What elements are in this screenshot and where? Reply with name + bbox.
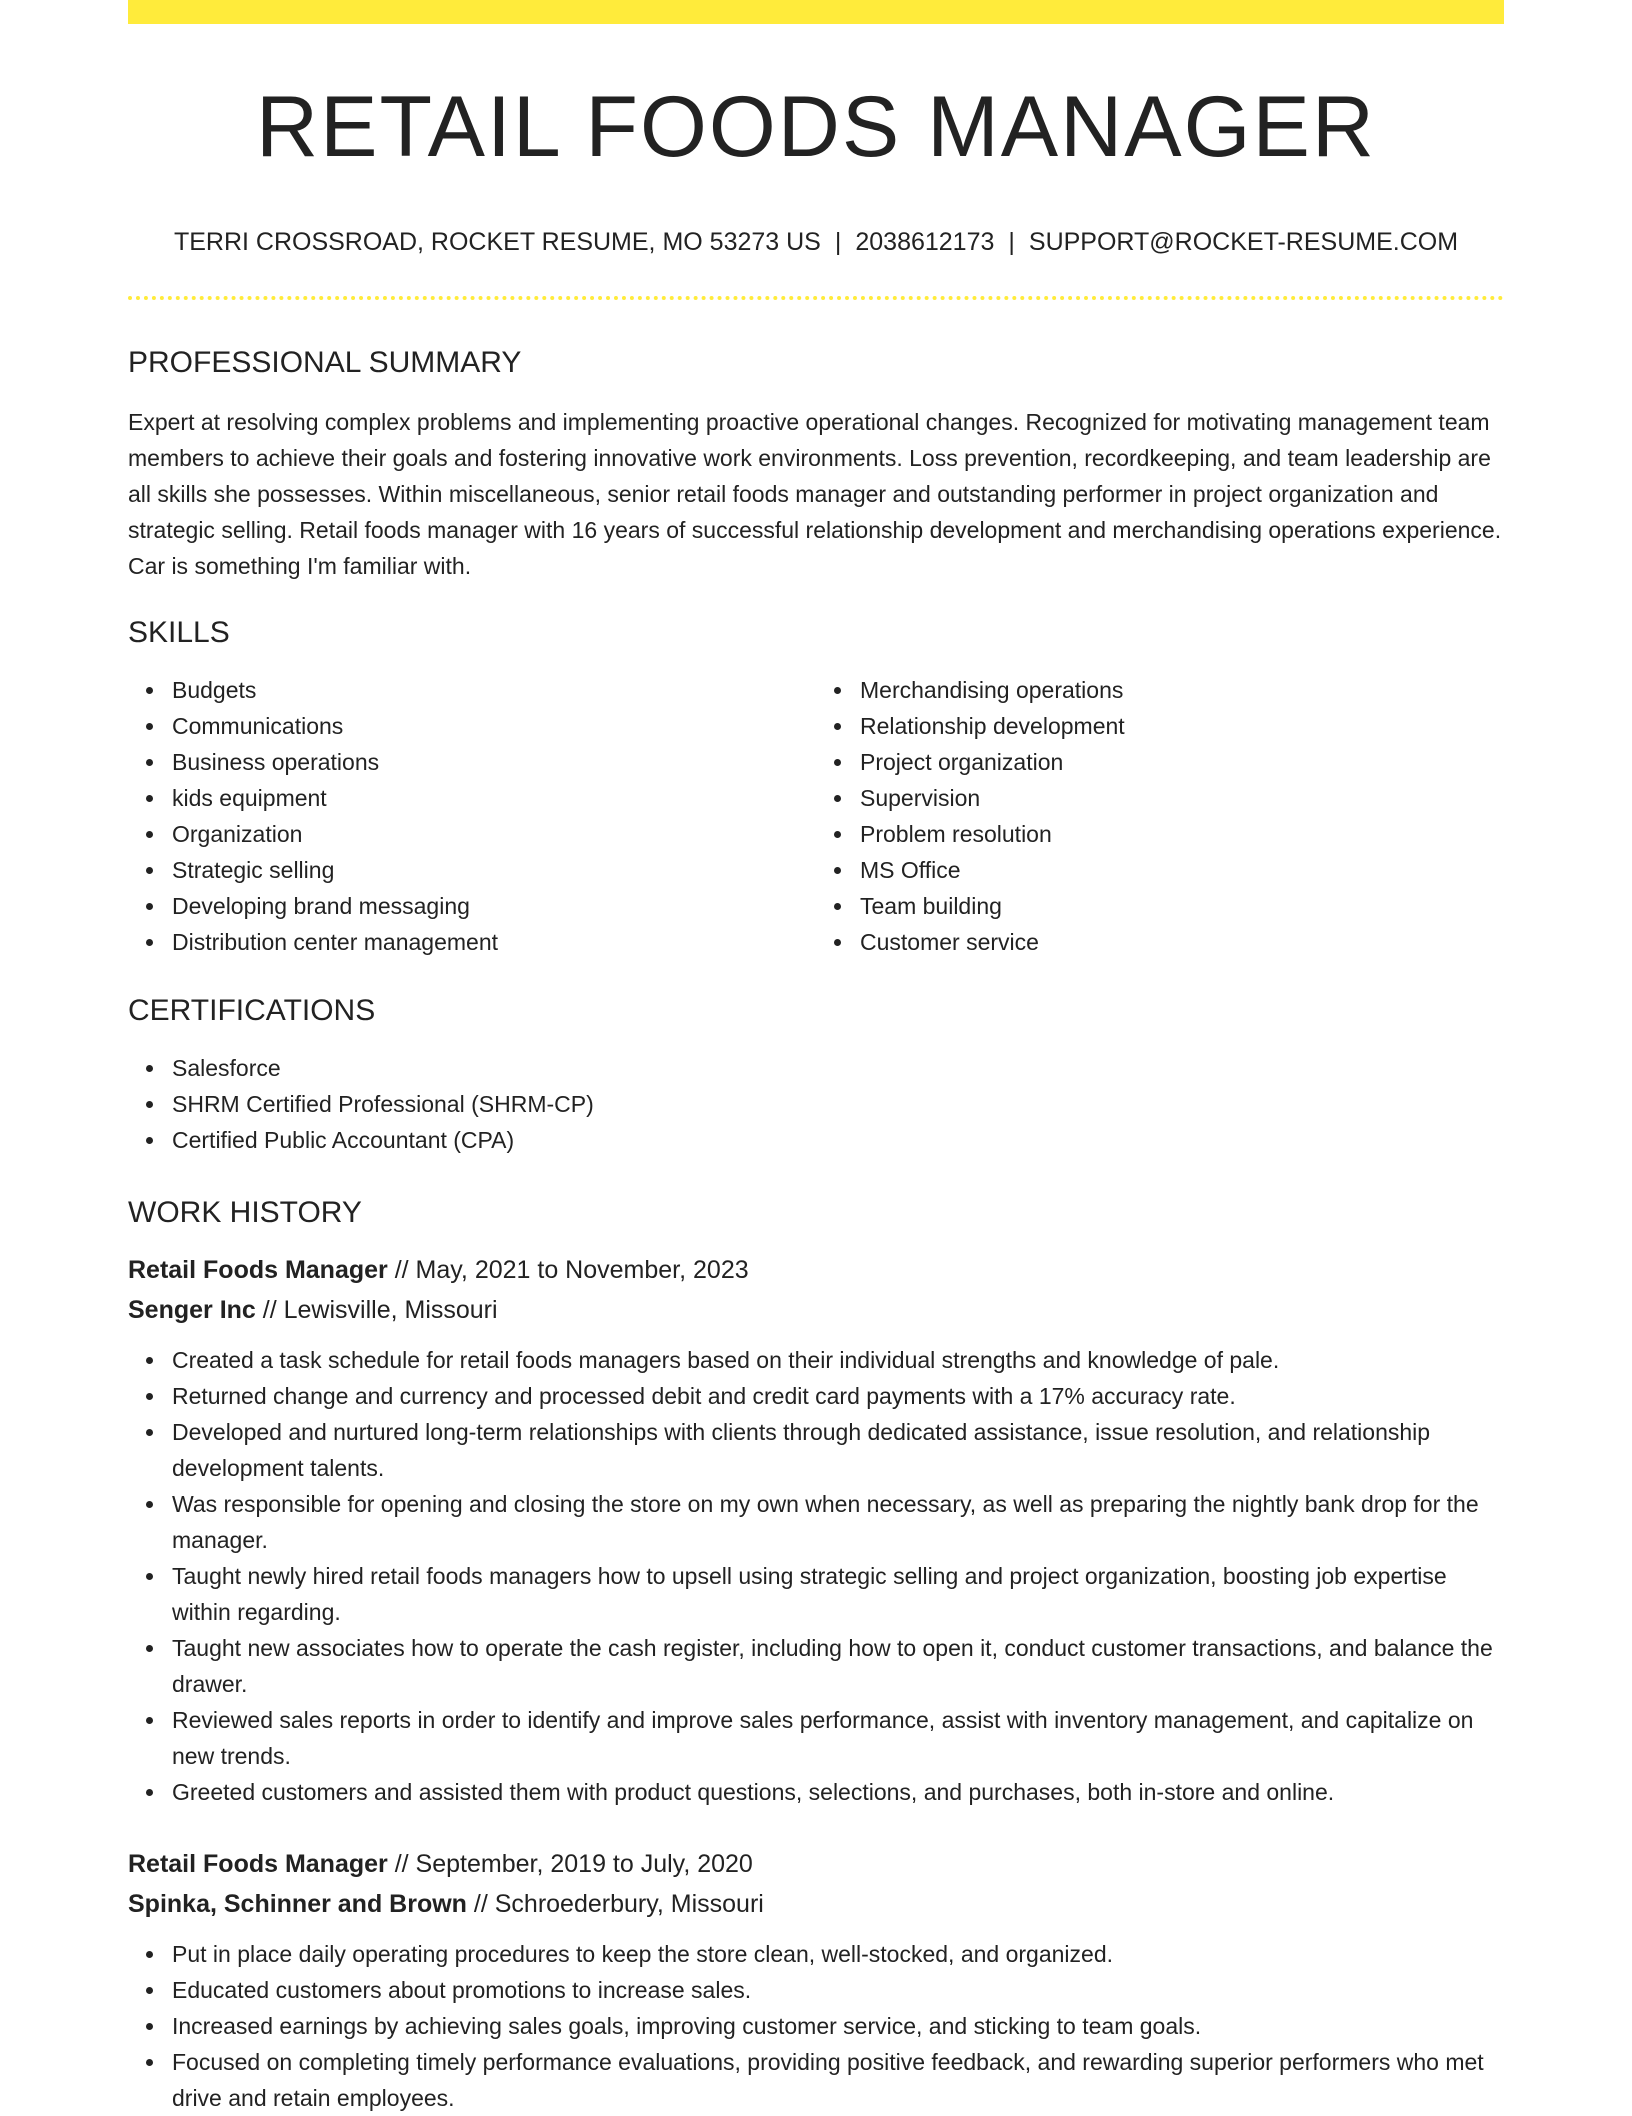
job-role: Retail Foods Manager	[128, 1850, 388, 1878]
skill-item: Communications	[172, 708, 816, 744]
skills-list-left	[128, 672, 816, 960]
summary-text: Expert at resolving complex problems and implementing proactive operational changes. Recognized for motivating management team members to achieve their goals and fostering innovative work environments. Loss prevention, recordkeeping, and team leadership are all skills she possesses. Within miscellaneous, senior retail foods manager and outstanding performer in project organization and strategic selling. Retail foods manager with 16 years of successful relationship development and merchandising operations experience. Car is something I'm familiar with.	[128, 409, 1502, 579]
contact-email: SUPPORT@ROCKET-RESUME.COM	[1028, 228, 1459, 256]
skill-item: Team building	[860, 888, 1504, 924]
accent-bar	[128, 0, 1504, 24]
job-duties-list	[128, 1342, 1504, 1810]
contact-phone: 2038612173	[855, 228, 995, 256]
skill-item: MS Office	[860, 852, 1504, 888]
skills-heading: SKILLS	[128, 616, 230, 649]
job-location: // Schroederbury, Missouri	[473, 1890, 764, 1918]
skill-item: Problem resolution	[860, 816, 1504, 852]
job-company-line	[128, 1290, 1504, 1330]
skill-item: Organization	[172, 816, 816, 852]
job-role-line	[128, 1844, 1504, 1884]
job-duties-list	[128, 1936, 1504, 2116]
job-role: Retail Foods Manager	[128, 1256, 388, 1284]
job-company: Spinka, Schinner and Brown	[128, 1890, 467, 1918]
job-duty-item: Returned change and currency and processed debit and credit card payments with a 17% accuracy rate.	[172, 1378, 1504, 1414]
job-duty-item: Increased earnings by achieving sales goals, improving customer service, and sticking to team goals.	[172, 2008, 1504, 2044]
skill-item: Project organization	[860, 744, 1504, 780]
job-duty-item: Was responsible for opening and closing the store on my own when necessary, as well as preparing the nightly bank drop for the manager.	[172, 1486, 1504, 1558]
skill-item: Customer service	[860, 924, 1504, 960]
skill-item: Developing brand messaging	[172, 888, 816, 924]
skill-item: Strategic selling	[172, 852, 816, 888]
job-role-line	[128, 1250, 1504, 1290]
job-duty-item: Put in place daily operating procedures to keep the store clean, well-stocked, and organized.	[172, 1936, 1504, 1972]
job-duty-item: Created a task schedule for retail foods managers based on their individual strengths and knowledge of pale.	[172, 1342, 1504, 1378]
job-dates: // May, 2021 to November, 2023	[394, 1256, 749, 1284]
skills-list-right	[816, 672, 1504, 960]
skills-grid	[128, 672, 1504, 960]
certification-item: Certified Public Accountant (CPA)	[172, 1122, 1504, 1158]
certification-item: SHRM Certified Professional (SHRM-CP)	[172, 1086, 1504, 1122]
job-duty-item: Developed and nurtured long-term relationships with clients through dedicated assistance, issue resolution, and relationship development talents.	[172, 1414, 1504, 1486]
certifications-heading: CERTIFICATIONS	[128, 994, 376, 1027]
skill-item: Business operations	[172, 744, 816, 780]
job-duty-item: Focused on completing timely performance evaluations, providing positive feedback, and rewarding superior performers who met drive and retain employees.	[172, 2044, 1504, 2116]
job-duty-item: Educated customers about promotions to increase sales.	[172, 1972, 1504, 2008]
resume-page	[128, 0, 1504, 2116]
job-company: Senger Inc	[128, 1296, 256, 1324]
skill-item: Supervision	[860, 780, 1504, 816]
job-company-line	[128, 1884, 1504, 1924]
skill-item: Relationship development	[860, 708, 1504, 744]
job-entry	[128, 1250, 1504, 1810]
job-entry	[128, 1844, 1504, 2116]
contact-separator: |	[834, 228, 842, 256]
work-history-heading: WORK HISTORY	[128, 1196, 362, 1229]
contact-address: TERRI CROSSROAD, ROCKET RESUME, MO 53273 US	[173, 228, 821, 256]
contact-line	[128, 230, 1504, 255]
summary-heading: PROFESSIONAL SUMMARY	[128, 346, 522, 379]
contact-separator: |	[1008, 228, 1015, 256]
skill-item: Budgets	[172, 672, 816, 708]
skill-item: Merchandising operations	[860, 672, 1504, 708]
dotted-divider	[128, 296, 1504, 300]
skill-item: kids equipment	[172, 780, 816, 816]
job-duty-item: Greeted customers and assisted them with product questions, selections, and purchases, both in-store and online.	[172, 1774, 1504, 1810]
job-duty-item: Taught newly hired retail foods managers how to upsell using strategic selling and project organization, boosting job expertise within regarding.	[172, 1558, 1504, 1630]
job-duty-item: Taught new associates how to operate the cash register, including how to open it, conduct customer transactions, and balance the drawer.	[172, 1630, 1504, 1702]
certifications-list	[128, 1050, 1504, 1158]
skill-item: Distribution center management	[172, 924, 816, 960]
job-duty-item: Reviewed sales reports in order to identify and improve sales performance, assist with inventory management, and capitalize on new trends.	[172, 1702, 1504, 1774]
job-dates: // September, 2019 to July, 2020	[394, 1850, 753, 1878]
certification-item: Salesforce	[172, 1050, 1504, 1086]
resume-title: RETAIL FOODS MANAGER	[256, 79, 1376, 175]
job-location: // Lewisville, Missouri	[262, 1296, 498, 1324]
